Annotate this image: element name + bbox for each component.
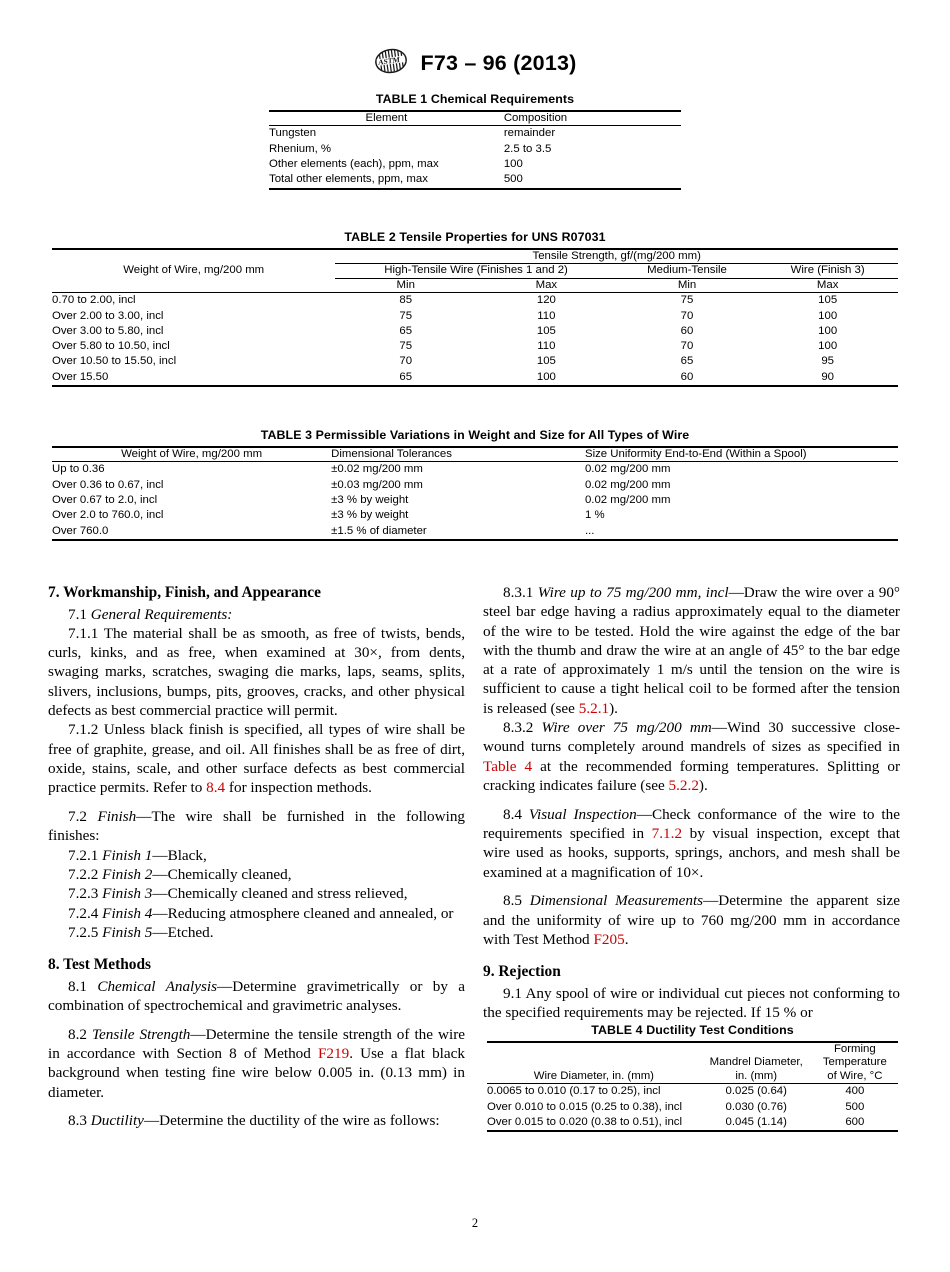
table-2-cell: 65 bbox=[399, 370, 413, 383]
table-3-cell: ±3 % by weight bbox=[331, 494, 409, 507]
table-2-cell: 60 bbox=[680, 370, 694, 383]
clause-number: 7.2.2 bbox=[68, 865, 103, 883]
clause-number: 8.3.2 bbox=[503, 719, 542, 737]
clause-number: 7.2 bbox=[68, 808, 98, 826]
section-heading-8: 8. Test Methods bbox=[48, 956, 152, 974]
table-3-cell: Over 0.67 to 2.0, incl bbox=[52, 494, 158, 507]
table-1-col-header-composition: Composition bbox=[504, 111, 681, 126]
astm-logo bbox=[374, 48, 408, 79]
table-2-cell: 100 bbox=[818, 309, 838, 322]
table-2-cell: 0.70 to 2.00, incl bbox=[52, 293, 335, 309]
paragraph-7-2-1 bbox=[48, 846, 465, 865]
table-1 bbox=[269, 110, 681, 192]
table-2-spanner-wire-finish-3: Wire (Finish 3) bbox=[757, 264, 898, 278]
header-line: Mandrel Diameter, bbox=[709, 1056, 803, 1069]
header-line: in. (mm) bbox=[735, 1069, 778, 1082]
clause-number: 8.4 bbox=[503, 805, 529, 823]
table-3-cell: 0.02 mg/200 mm bbox=[585, 462, 898, 478]
table-2-cell: Over 5.80 to 10.50, incl bbox=[52, 340, 170, 353]
table-1-header-row bbox=[269, 111, 681, 126]
table-3 bbox=[52, 446, 898, 543]
table-2-cell: 85 bbox=[335, 293, 476, 309]
paragraph-text: ). bbox=[698, 776, 708, 794]
clause-number: 7.2.4 bbox=[68, 904, 103, 922]
clause-title: Chemical Analysis bbox=[97, 977, 218, 995]
table-1-cell: Rhenium, % bbox=[269, 142, 332, 155]
table-row bbox=[52, 478, 898, 493]
table-row bbox=[52, 508, 898, 523]
paragraph-8-3-2 bbox=[483, 718, 900, 795]
body-column-left bbox=[48, 583, 465, 1131]
table-2-cell: 100 bbox=[536, 370, 556, 383]
table-row bbox=[487, 1115, 898, 1131]
table-2-caption: TABLE 2 Tensile Properties for UNS R07031 bbox=[344, 230, 606, 244]
table-4-caption: TABLE 4 Ductility Test Conditions bbox=[591, 1023, 794, 1037]
header-line: of Wire, °C bbox=[827, 1069, 883, 1082]
clause-number: 7.2.5 bbox=[68, 923, 103, 941]
clause-number: 7.2.3 bbox=[68, 885, 103, 903]
clause-title: Finish 4 bbox=[102, 904, 153, 922]
table-4-col-header-wire-diameter: Wire Diameter, in. (mm) bbox=[487, 1042, 701, 1084]
table-4-cell: 400 bbox=[812, 1084, 898, 1100]
table-4-header-row bbox=[487, 1042, 898, 1084]
clause-number: 7.2.1 bbox=[68, 846, 103, 864]
table-2-subheader-min: Min bbox=[335, 278, 476, 292]
table-2-cell: 90 bbox=[821, 370, 834, 383]
table-1-cell: Other elements (each), ppm, max bbox=[269, 158, 439, 171]
table-row bbox=[269, 142, 681, 157]
table-3-cell: ... bbox=[584, 524, 595, 537]
table-3-cell: 0.02 mg/200 mm bbox=[584, 494, 671, 507]
table-2-cell: 65 bbox=[680, 355, 694, 368]
table-row bbox=[52, 462, 898, 478]
clause-number: 8.2 bbox=[68, 1025, 92, 1043]
table-3-col-header-uniformity: Size Uniformity End-to-End (Within a Spool) bbox=[585, 447, 898, 462]
paragraph-text: by visual inspection, except that wire used as hooks, supports, springs, anchors, and mesh shall be examined at a magnification of 10×. bbox=[483, 825, 901, 881]
table-row bbox=[487, 1100, 898, 1115]
table-1-container bbox=[269, 92, 681, 192]
table-2-bottom-rule bbox=[52, 386, 898, 389]
table-3-caption: TABLE 3 Permissible Variations in Weight and Size for All Types of Wire bbox=[260, 428, 690, 442]
table-row bbox=[52, 493, 898, 508]
paragraph-text: —Chemically cleaned and stress relieved, bbox=[152, 885, 408, 903]
paragraph-9-1: 9.1 Any spool of wire or individual cut pieces not conforming to the specified requirements may be rejected. If 15 % or bbox=[483, 984, 900, 1022]
table-1-caption: TABLE 1 Chemical Requirements bbox=[375, 92, 575, 106]
table-3-col-header-weight: Weight of Wire, mg/200 mm bbox=[52, 447, 331, 462]
paragraph-text: for inspection methods. bbox=[225, 779, 372, 797]
table-3-cell: 1 % bbox=[584, 509, 605, 522]
table-2-cell: Over 15.50 bbox=[52, 370, 109, 383]
table-4-col-header-mandrel-diameter bbox=[701, 1042, 812, 1084]
clause-number: 8.3 bbox=[68, 1112, 91, 1130]
clause-number: 8.5 bbox=[503, 892, 530, 910]
table-4-cell: 500 bbox=[845, 1100, 865, 1113]
table-3-cell: 0.02 mg/200 mm bbox=[584, 478, 671, 491]
table-3-cell: Over 0.36 to 0.67, incl bbox=[52, 478, 164, 491]
paragraph-7-1-1: 7.1.1 The material shall be as smooth, as free of twists, bends, curls, kinks, and as free, when examined at 30×, from dents, swaging marks, scratches, swaging die marks, laps, seams, splits, slivers, inclusions, bumps, pits, grooves, cracks, and other physical defects as best commercial practice will permit. bbox=[48, 624, 465, 720]
paragraph-text: —Chemically cleaned, bbox=[152, 865, 292, 883]
paragraph-text: —Black, bbox=[152, 846, 207, 864]
table-row bbox=[269, 126, 681, 142]
table-2-subheader-max: Max bbox=[757, 278, 898, 292]
table-2-cell: Over 10.50 to 15.50, incl bbox=[52, 355, 177, 368]
table-2-spanner-medium-tensile: Medium-Tensile bbox=[617, 264, 758, 278]
table-3-container bbox=[52, 428, 898, 543]
table-row bbox=[52, 339, 898, 354]
clause-title: Visual Inspection bbox=[528, 805, 637, 823]
paragraph-text: . Use a flat black background when testing fine wire below 0.005 in. (0.13 mm) in diameter. bbox=[48, 1045, 465, 1101]
table-4-container bbox=[487, 1023, 898, 1134]
paragraph-text: ). bbox=[609, 699, 618, 717]
clause-title: Wire over 75 mg/200 mm bbox=[541, 719, 712, 737]
table-row bbox=[52, 354, 898, 369]
table-1-bottom-rule bbox=[269, 189, 681, 192]
cross-reference-link-5-2-1[interactable]: 5.2.1 bbox=[578, 699, 610, 717]
table-2-subheader-max: Max bbox=[476, 278, 617, 292]
table-1-cell: remainder bbox=[504, 126, 681, 142]
table-2-cell: 120 bbox=[476, 293, 617, 309]
table-2-cell: 105 bbox=[757, 293, 898, 309]
cross-reference-link-7-1-2[interactable]: 7.1.2 bbox=[651, 825, 683, 843]
table-row bbox=[52, 370, 898, 386]
paragraph-7-1 bbox=[48, 605, 465, 624]
header-line: Temperature bbox=[822, 1056, 887, 1069]
svg-text:ASTM: ASTM bbox=[377, 54, 400, 68]
table-row bbox=[269, 157, 681, 172]
paragraph-text: —The wire shall be furnished in the following finishes: bbox=[48, 808, 466, 845]
page-number: 2 bbox=[471, 1216, 479, 1230]
table-2-cell: 70 bbox=[680, 309, 694, 322]
table-1-cell: 100 bbox=[503, 158, 523, 171]
table-2-cell: 95 bbox=[821, 355, 834, 368]
table-4-cell: 0.025 (0.64) bbox=[701, 1084, 812, 1100]
table-3-cell: ±3 % by weight bbox=[331, 509, 409, 522]
paragraph-text: —Etched. bbox=[152, 923, 214, 941]
paragraph-text: —Determine the apparent size and the uniformity of wire up to 760 mg/200 mm in accordance with Test Method bbox=[483, 892, 900, 949]
table-2-spanner-row bbox=[52, 249, 898, 264]
clause-title: Tensile Strength bbox=[92, 1025, 191, 1043]
table-1-cell: Total other elements, ppm, max bbox=[269, 173, 428, 186]
table-3-cell: ±0.02 mg/200 mm bbox=[331, 462, 585, 478]
paragraph-7-2-3 bbox=[48, 884, 465, 903]
table-2-cell: 100 bbox=[818, 340, 838, 353]
paragraph-8-1 bbox=[48, 977, 465, 1016]
table-2 bbox=[52, 248, 898, 389]
paragraph-text: —Determine gravimetrically or by a combination of spectrochemical and gravimetric analyses. bbox=[48, 977, 465, 1014]
section-heading-9: 9. Rejection bbox=[483, 963, 561, 981]
table-1-col-header-element: Element bbox=[269, 111, 504, 126]
table-3-bottom-rule bbox=[52, 540, 898, 543]
table-2-cell: 75 bbox=[399, 309, 413, 322]
table-3-cell: Over 760.0 bbox=[52, 524, 109, 537]
table-2-cell: 100 bbox=[818, 324, 838, 337]
table-row bbox=[52, 293, 898, 309]
clause-number: 8.3.1 bbox=[503, 584, 538, 601]
clause-title: Finish 2 bbox=[102, 865, 153, 883]
paragraph-text: —Determine the ductility of the wire as follows: bbox=[143, 1112, 440, 1130]
paragraph-text: —Wind 30 successive close-wound turns completely around mandrels of sizes as specified in bbox=[483, 719, 901, 756]
header-line: Forming bbox=[833, 1043, 876, 1055]
table-3-cell: ±1.5 % of diameter bbox=[331, 524, 427, 537]
paragraph-8-4 bbox=[483, 805, 900, 882]
paragraph-7-2-5 bbox=[48, 923, 465, 942]
table-row bbox=[52, 524, 898, 540]
document-designation: F73 – 96 (2013) bbox=[420, 51, 577, 75]
table-row bbox=[52, 324, 898, 339]
table-2-cell: 70 bbox=[680, 340, 694, 353]
clause-title: Wire up to 75 mg/200 mm, incl bbox=[537, 584, 729, 601]
cross-reference-link-5-2-2[interactable]: 5.2.2 bbox=[668, 776, 699, 794]
cross-reference-link-f219[interactable]: F219 bbox=[317, 1045, 350, 1063]
cross-reference-link-f205[interactable]: F205 bbox=[593, 931, 625, 949]
clause-number: 7.1 bbox=[68, 605, 91, 623]
table-1-cell: 2.5 to 3.5 bbox=[503, 142, 552, 155]
table-4-col-header-forming-temperature bbox=[812, 1042, 898, 1084]
paragraph-8-3 bbox=[48, 1111, 465, 1130]
clause-title: Finish 3 bbox=[102, 885, 153, 903]
table-2-cell: 75 bbox=[617, 293, 758, 309]
table-4-cell: 600 bbox=[845, 1115, 865, 1128]
table-2-stub-header: Weight of Wire, mg/200 mm bbox=[52, 249, 335, 293]
table-4 bbox=[487, 1041, 898, 1134]
table-2-cell: Over 2.00 to 3.00, incl bbox=[52, 309, 164, 322]
table-2-cell: 70 bbox=[399, 355, 413, 368]
table-2-cell: 75 bbox=[399, 340, 413, 353]
paragraph-7-2 bbox=[48, 807, 465, 846]
paragraph-text: —Draw the wire over a 90° steel bar edge having a radius approximately equal to the diameter of the wire to be tested. Hold the wire against the edge of the bar with the thumb and draw the wire at an angle of 45° to the bar edge at a rate of approximately 1 m/s until the tension on the wire is sufficient to cause a tight helical coil to be formed after the tension is released (see bbox=[483, 584, 901, 717]
table-2-cell: 60 bbox=[680, 324, 694, 337]
table-row bbox=[52, 309, 898, 324]
paragraph-7-2-2 bbox=[48, 865, 465, 884]
table-3-header-row bbox=[52, 447, 898, 462]
paragraph-text: 7.1.2 Unless black finish is specified, all types of wire shall be free of graphite, grease, and oil. All finishes shall be as free of dirt, oxide, stains, scale, and other surface defects as best commercial practice permits. Refer to bbox=[48, 721, 465, 797]
table-2-cell: 110 bbox=[537, 309, 556, 322]
table-2-spanner-tensile-strength: Tensile Strength, gf/(mg/200 mm) bbox=[335, 249, 898, 264]
clause-title: Ductility bbox=[90, 1112, 144, 1130]
table-2-container bbox=[52, 230, 898, 389]
cross-reference-link-8-4[interactable]: 8.4 bbox=[206, 779, 226, 797]
paragraph-8-2 bbox=[48, 1025, 465, 1102]
document-header bbox=[0, 48, 950, 79]
paragraph-7-1-2 bbox=[48, 720, 465, 797]
table-row bbox=[269, 172, 681, 188]
table-3-col-header-tolerances: Dimensional Tolerances bbox=[331, 447, 585, 462]
paragraph-text: . bbox=[624, 931, 629, 949]
table-3-cell: Up to 0.36 bbox=[52, 462, 331, 478]
clause-title: General Requirements: bbox=[90, 605, 233, 623]
table-1-cell: 500 bbox=[503, 173, 523, 186]
table-1-cell: Tungsten bbox=[269, 126, 504, 142]
table-3-cell: ±0.03 mg/200 mm bbox=[331, 478, 423, 491]
clause-title: Finish bbox=[97, 808, 137, 826]
section-heading-7: 7. Workmanship, Finish, and Appearance bbox=[48, 584, 321, 601]
paragraph-text: —Check conformance of the wire to the requirements specified in bbox=[483, 805, 900, 843]
paragraph-text: at the recommended forming temperatures. Splitting or cracking indicates failure (see bbox=[483, 757, 901, 794]
table-2-cell: 105 bbox=[536, 324, 556, 337]
table-4-bottom-rule bbox=[487, 1131, 898, 1134]
clause-title: Finish 5 bbox=[102, 923, 153, 941]
table-2-subheader-min: Min bbox=[617, 278, 758, 292]
table-2-cell: 65 bbox=[399, 324, 413, 337]
table-row bbox=[487, 1084, 898, 1100]
clause-number: 8.1 bbox=[68, 977, 98, 995]
table-4-cell: 0.0065 to 0.010 (0.17 to 0.25), incl bbox=[487, 1084, 701, 1100]
table-3-cell: Over 2.0 to 760.0, incl bbox=[52, 509, 164, 522]
paragraph-8-5 bbox=[483, 891, 900, 949]
table-2-cell: 110 bbox=[537, 340, 556, 353]
table-4-cell: Over 0.010 to 0.015 (0.25 to 0.38), incl bbox=[487, 1100, 683, 1113]
table-4-cell: 0.030 (0.76) bbox=[725, 1100, 787, 1113]
paragraph-7-2-4 bbox=[48, 904, 465, 923]
paragraph-text: —Determine the tensile strength of the wire in accordance with Section 8 of Method bbox=[48, 1025, 466, 1063]
cross-reference-link-table-4[interactable]: Table 4 bbox=[483, 757, 533, 775]
clause-title: Finish 1 bbox=[102, 846, 153, 864]
table-4-cell: 0.045 (1.14) bbox=[725, 1115, 787, 1128]
paragraph-text: —Reducing atmosphere cleaned and annealed, or bbox=[152, 904, 454, 922]
paragraph-8-3-1 bbox=[483, 583, 900, 718]
table-4-cell: Over 0.015 to 0.020 (0.38 to 0.51), incl bbox=[487, 1115, 683, 1128]
clause-title: Dimensional Measurements bbox=[529, 892, 704, 910]
body-column-right bbox=[483, 583, 900, 1023]
table-2-cell: 105 bbox=[536, 355, 556, 368]
table-2-spanner-high-tensile: High-Tensile Wire (Finishes 1 and 2) bbox=[335, 264, 616, 278]
table-2-cell: Over 3.00 to 5.80, incl bbox=[52, 324, 164, 337]
